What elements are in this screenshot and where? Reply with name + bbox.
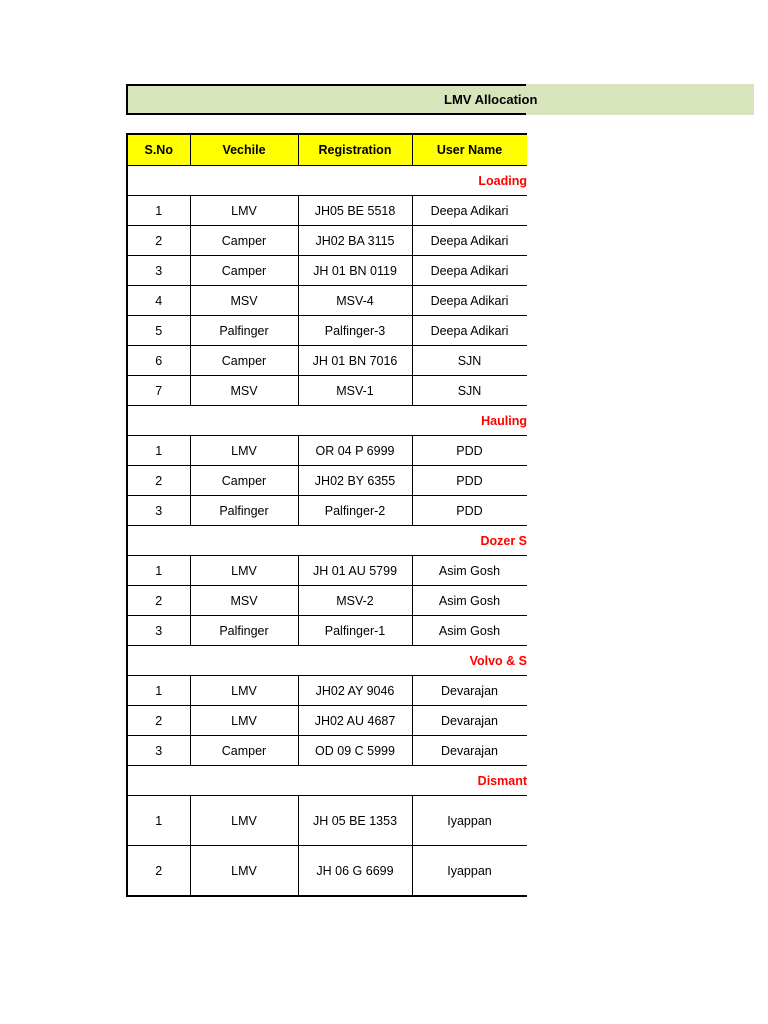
section-label: Loading — [127, 166, 527, 196]
cell-user-name: Deepa Adikari — [412, 286, 527, 316]
cell-registration: MSV-2 — [298, 586, 412, 616]
section-row — [127, 646, 527, 676]
cell-user-name: Asim Gosh — [412, 616, 527, 646]
title-bar — [126, 84, 754, 115]
table-row — [127, 846, 527, 897]
section-row — [127, 526, 527, 556]
table-row — [127, 796, 527, 846]
cell-vehicle: Camper — [190, 346, 298, 376]
allocation-sheet — [126, 133, 527, 913]
header-vehicle: Vechile — [190, 134, 298, 166]
section-label: Dismant — [127, 766, 527, 796]
table-row — [127, 286, 527, 316]
cell-registration: MSV-4 — [298, 286, 412, 316]
table-row — [127, 586, 527, 616]
cell-vehicle: LMV — [190, 706, 298, 736]
cell-sno: 2 — [127, 846, 190, 897]
cell-registration: Palfinger-2 — [298, 496, 412, 526]
cell-vehicle: Palfinger — [190, 316, 298, 346]
table-row — [127, 316, 527, 346]
table-row — [127, 736, 527, 766]
section-row — [127, 406, 527, 436]
table-row — [127, 436, 527, 466]
cell-registration: Palfinger-3 — [298, 316, 412, 346]
cell-vehicle: LMV — [190, 196, 298, 226]
cell-sno: 2 — [127, 706, 190, 736]
cell-user-name: Deepa Adikari — [412, 196, 527, 226]
table-row — [127, 346, 527, 376]
cell-registration: JH 01 BN 7016 — [298, 346, 412, 376]
cell-sno: 7 — [127, 376, 190, 406]
cell-user-name: Iyappan — [412, 846, 527, 897]
cell-vehicle: Camper — [190, 736, 298, 766]
cell-vehicle: Camper — [190, 466, 298, 496]
cell-sno: 5 — [127, 316, 190, 346]
cell-sno: 4 — [127, 286, 190, 316]
table-row — [127, 616, 527, 646]
table-row — [127, 676, 527, 706]
cell-registration: MSV-1 — [298, 376, 412, 406]
cell-sno: 1 — [127, 796, 190, 846]
header-sno: S.No — [127, 134, 190, 166]
section-label: Volvo & S — [127, 646, 527, 676]
cell-user-name: SJN — [412, 346, 527, 376]
cell-sno: 3 — [127, 616, 190, 646]
cell-vehicle: Camper — [190, 226, 298, 256]
cell-user-name: Asim Gosh — [412, 556, 527, 586]
cell-registration: OD 09 C 5999 — [298, 736, 412, 766]
cell-vehicle: LMV — [190, 676, 298, 706]
cell-registration: JH 01 AU 5799 — [298, 556, 412, 586]
section-row — [127, 766, 527, 796]
page-title: LMV Allocation — [444, 92, 538, 107]
table-row — [127, 226, 527, 256]
cell-vehicle: LMV — [190, 846, 298, 897]
cell-registration: JH 05 BE 1353 — [298, 796, 412, 846]
cell-sno: 3 — [127, 736, 190, 766]
cell-registration: JH02 AU 4687 — [298, 706, 412, 736]
cell-sno: 1 — [127, 436, 190, 466]
cell-user-name: Deepa Adikari — [412, 256, 527, 286]
header-user-name: User Name — [412, 134, 527, 166]
cell-sno: 2 — [127, 226, 190, 256]
cell-vehicle: Palfinger — [190, 616, 298, 646]
cell-vehicle: MSV — [190, 286, 298, 316]
cell-user-name: SJN — [412, 376, 527, 406]
cell-user-name: Devarajan — [412, 676, 527, 706]
section-label: Hauling — [127, 406, 527, 436]
cell-sno: 3 — [127, 256, 190, 286]
section-label: Dozer S — [127, 526, 527, 556]
cell-vehicle: LMV — [190, 796, 298, 846]
table-row — [127, 466, 527, 496]
header-row — [127, 134, 527, 166]
cell-sno: 2 — [127, 586, 190, 616]
cell-vehicle: LMV — [190, 556, 298, 586]
cell-user-name: Deepa Adikari — [412, 316, 527, 346]
cell-registration: Palfinger-1 — [298, 616, 412, 646]
cell-vehicle: Palfinger — [190, 496, 298, 526]
allocation-table — [126, 133, 527, 897]
cell-sno: 3 — [127, 496, 190, 526]
cell-user-name: Devarajan — [412, 706, 527, 736]
cell-registration: JH02 BY 6355 — [298, 466, 412, 496]
cell-vehicle: Camper — [190, 256, 298, 286]
header-registration: Registration — [298, 134, 412, 166]
cell-registration: JH05 BE 5518 — [298, 196, 412, 226]
cell-sno: 2 — [127, 466, 190, 496]
section-row — [127, 166, 527, 196]
cell-user-name: PDD — [412, 436, 527, 466]
table-row — [127, 196, 527, 226]
table-row — [127, 706, 527, 736]
table-row — [127, 496, 527, 526]
cell-user-name: Deepa Adikari — [412, 226, 527, 256]
table-row — [127, 376, 527, 406]
cell-registration: JH02 BA 3115 — [298, 226, 412, 256]
cell-user-name: Iyappan — [412, 796, 527, 846]
cell-user-name: Asim Gosh — [412, 586, 527, 616]
cell-registration: JH02 AY 9046 — [298, 676, 412, 706]
cell-sno: 6 — [127, 346, 190, 376]
cell-sno: 1 — [127, 556, 190, 586]
table-row — [127, 256, 527, 286]
cell-vehicle: MSV — [190, 376, 298, 406]
cell-registration: JH 01 BN 0119 — [298, 256, 412, 286]
cell-vehicle: LMV — [190, 436, 298, 466]
cell-sno: 1 — [127, 676, 190, 706]
table-row — [127, 556, 527, 586]
cell-user-name: Devarajan — [412, 736, 527, 766]
title-bar-extension — [526, 84, 754, 115]
cell-registration: JH 06 G 6699 — [298, 846, 412, 897]
cell-sno: 1 — [127, 196, 190, 226]
cell-user-name: PDD — [412, 466, 527, 496]
cell-user-name: PDD — [412, 496, 527, 526]
cell-vehicle: MSV — [190, 586, 298, 616]
cell-registration: OR 04 P 6999 — [298, 436, 412, 466]
